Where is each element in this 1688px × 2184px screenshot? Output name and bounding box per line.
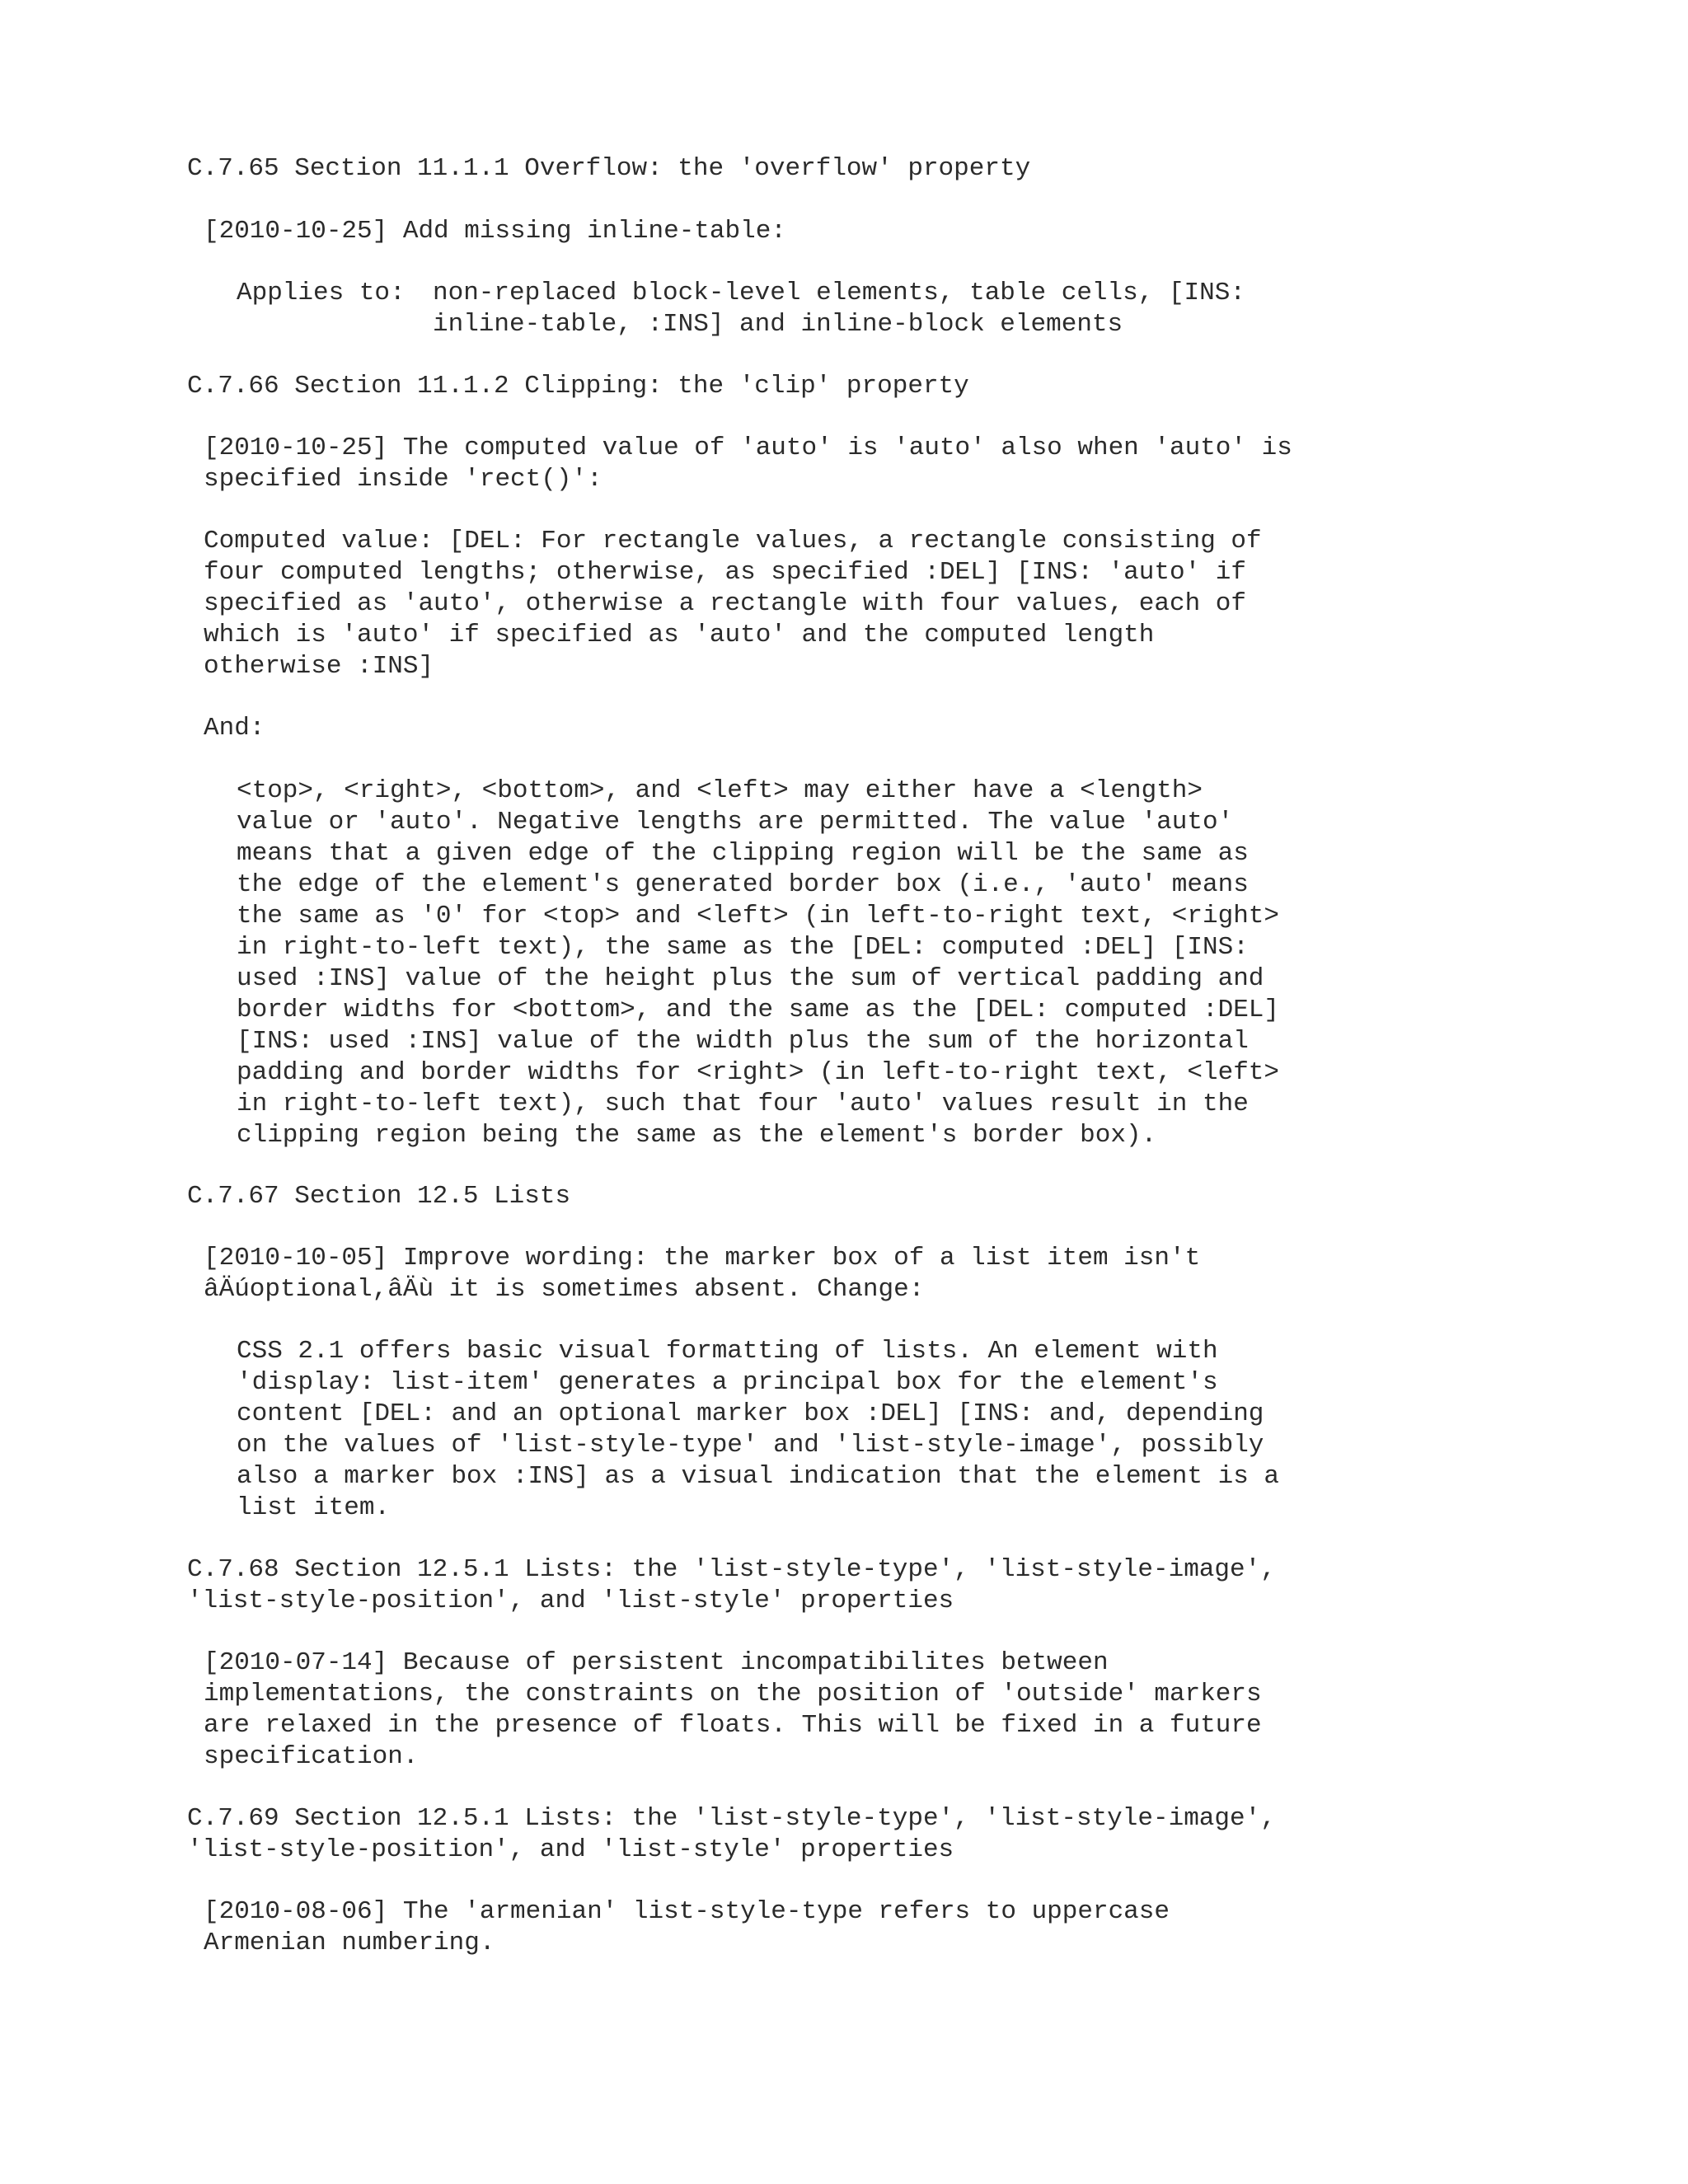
quoted-spec-text: [INS: used :INS] value of the width plus the sum of the horizontal [237,1027,1249,1056]
quoted-spec-text: in right-to-left text), the same as the [DEL: computed :DEL] [INS: [237,933,1249,962]
quoted-spec-text: padding and border widths for <right> (in left-to-right text, <left> [237,1058,1280,1087]
erratum-note: are relaxed in the presence of floats. This will be fixed in a future [204,1711,1262,1740]
computed-value-text: which is 'auto' if specified as 'auto' and the computed length [204,621,1155,649]
applies-to-value: non-replaced block-level elements, table cells, [INS: [433,279,1245,307]
quoted-spec-text: border widths for <bottom>, and the same as the [DEL: computed :DEL] [237,996,1280,1024]
quoted-spec-text: clipping region being the same as the element's border box). [237,1121,1157,1150]
section-heading-c765: C.7.65 Section 11.1.1 Overflow: the 'overflow' property [187,154,1031,183]
computed-value-text: four computed lengths; otherwise, as specified :DEL] [INS: 'auto' if [204,558,1247,587]
section-heading-c768: 'list-style-position', and 'list-style' properties [187,1586,954,1615]
erratum-note: Armenian numbering. [204,1929,495,1957]
section-heading-c767: C.7.67 Section 12.5 Lists [187,1182,571,1211]
quoted-spec-text: 'display: list-item' generates a principal box for the element's [237,1368,1218,1397]
quoted-spec-text: list item. [237,1493,391,1522]
erratum-note: specified inside 'rect()': [204,465,603,494]
erratum-note: specification. [204,1742,419,1771]
and-label: And: [204,714,265,743]
section-heading-c768: C.7.68 Section 12.5.1 Lists: the 'list-style-type', 'list-style-image', [187,1555,1276,1584]
erratum-note: [2010-07-14] Because of persistent incompatibilites between [204,1648,1109,1677]
quoted-spec-text: content [DEL: and an optional marker box :DEL] [INS: and, depending [237,1399,1264,1428]
quoted-spec-text: the edge of the element's generated border box (i.e., 'auto' means [237,870,1249,899]
erratum-note: [2010-10-25] Add missing inline-table: [204,217,786,246]
quoted-spec-text: value or 'auto'. Negative lengths are permitted. The value 'auto' [237,808,1234,837]
applies-to-label: Applies to: [237,279,406,307]
quoted-spec-text: CSS 2.1 offers basic visual formatting of lists. An element with [237,1337,1218,1366]
section-heading-c766: C.7.66 Section 11.1.2 Clipping: the 'clip' property [187,372,969,401]
section-heading-c769: 'list-style-position', and 'list-style' properties [187,1835,954,1864]
erratum-note: [2010-08-06] The 'armenian' list-style-type refers to uppercase [204,1897,1170,1926]
applies-to-value: inline-table, :INS] and inline-block elements [433,310,1123,339]
quoted-spec-text: used :INS] value of the height plus the sum of vertical padding and [237,964,1264,993]
quoted-spec-text: the same as '0' for <top> and <left> (in left-to-right text, <right> [237,902,1280,930]
computed-value-text: Computed value: [DEL: For rectangle values, a rectangle consisting of [204,527,1262,555]
quoted-spec-text: in right-to-left text), such that four 'auto' values result in the [237,1090,1249,1118]
quoted-spec-text: means that a given edge of the clipping region will be the same as [237,839,1249,868]
quoted-spec-text: on the values of 'list-style-type' and 'list-style-image', possibly [237,1431,1264,1460]
quoted-spec-text: <top>, <right>, <bottom>, and <left> may either have a <length> [237,776,1203,805]
section-heading-c769: C.7.69 Section 12.5.1 Lists: the 'list-style-type', 'list-style-image', [187,1804,1276,1833]
computed-value-text: specified as 'auto', otherwise a rectangle with four values, each of [204,589,1247,618]
erratum-note: âÄúoptional,âÄù it is sometimes absent. Change: [204,1275,925,1304]
erratum-note: [2010-10-25] The computed value of 'auto' is 'auto' also when 'auto' is [204,434,1292,462]
erratum-note: [2010-10-05] Improve wording: the marker box of a list item isn't [204,1244,1201,1272]
computed-value-text: otherwise :INS] [204,652,434,681]
quoted-spec-text: also a marker box :INS] as a visual indication that the element is a [237,1462,1280,1491]
erratum-note: implementations, the constraints on the position of 'outside' markers [204,1680,1262,1708]
